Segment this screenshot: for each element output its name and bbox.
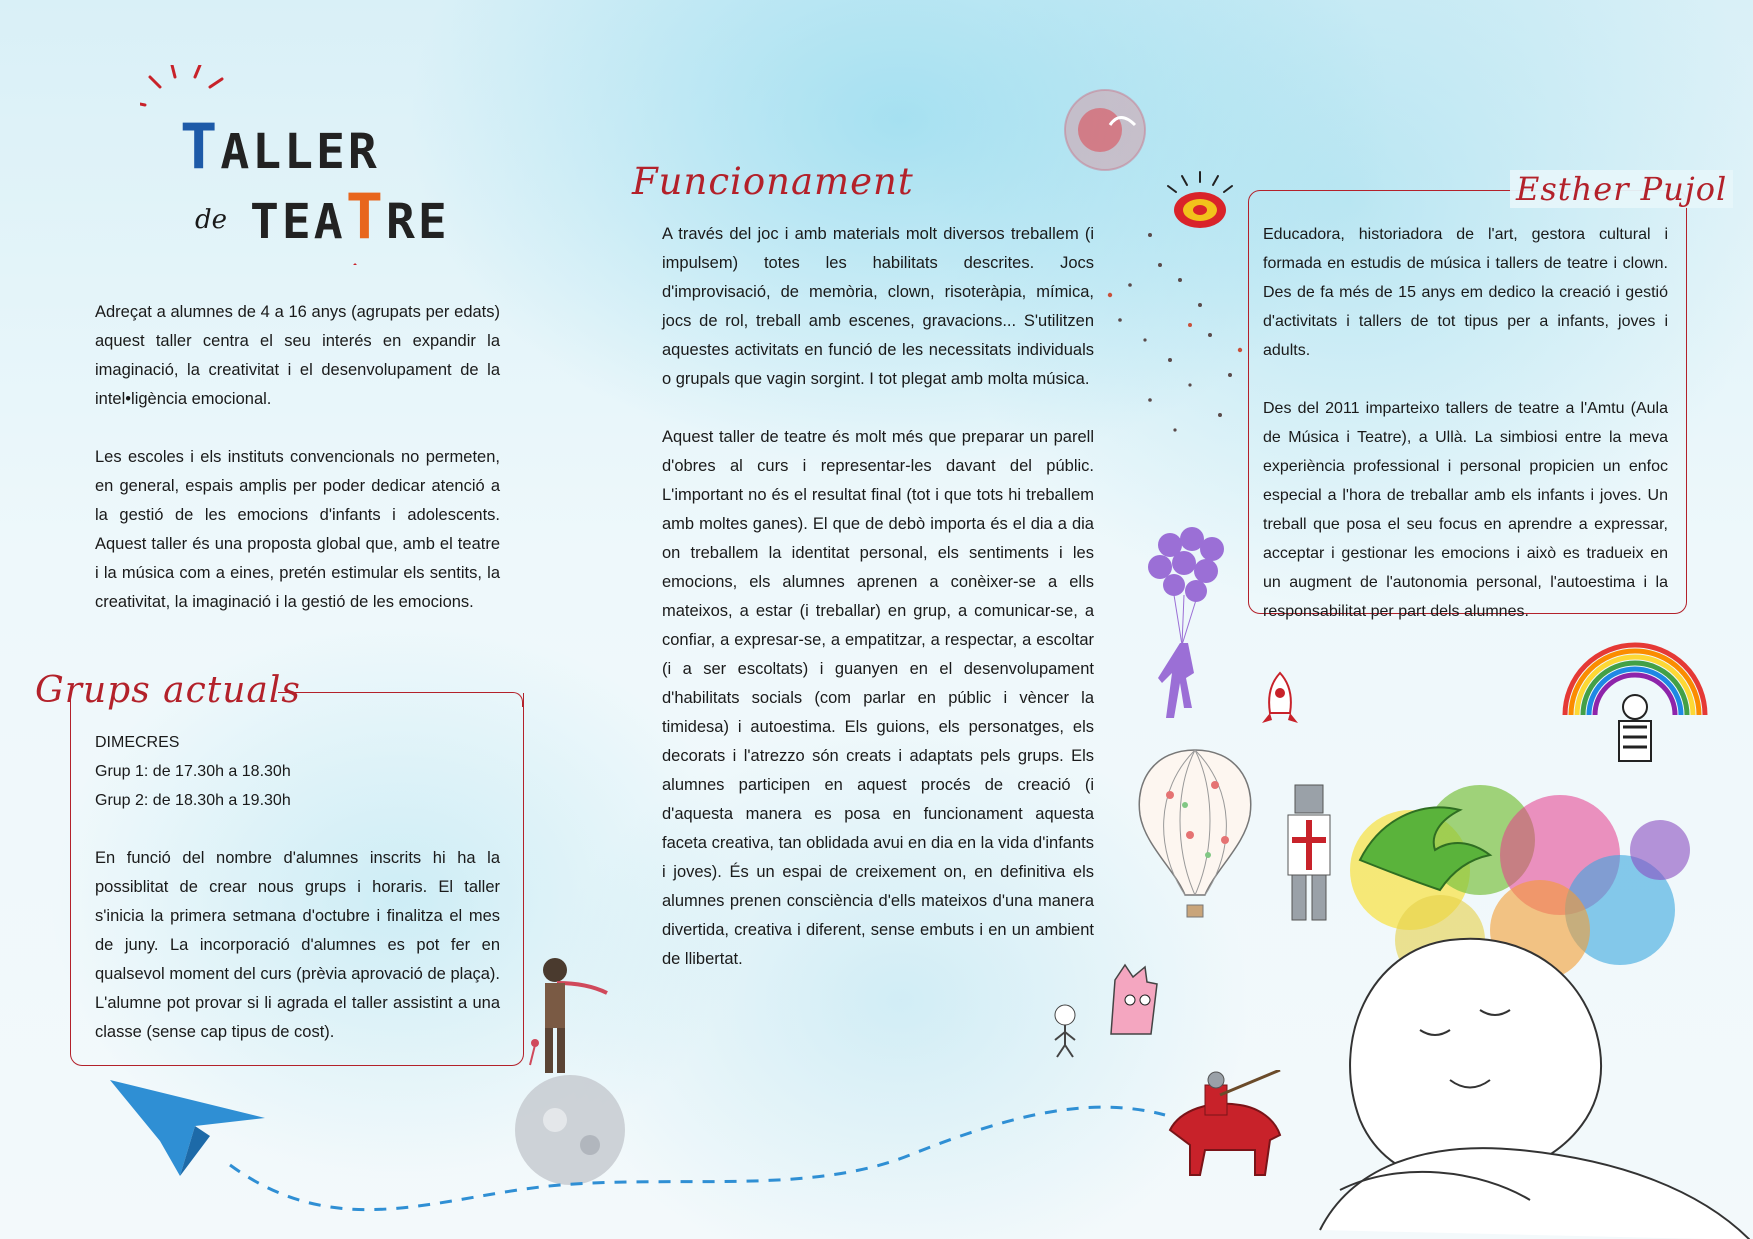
rocket-icon [1250,668,1310,738]
esther-paragraph-2: Des del 2011 imparteixo tallers de teatre a l'Amtu (Aula de Música i Teatre), a Ullà. La simbiosi entre la meva experiència professional i personal propicien un enfoc especial a l'hora de treballar amb els infants i joves. Un treball que posa el seu focus en aprendre a expressar, acceptar i gestionar les emocions i això es tradueix en un augment de l'autonomia personal, l'autoestima i la responsabilitat per part dels alumnes. [1263,400,1668,620]
funcionament-text [662,220,1094,974]
funcionament-heading: Funcionament [632,160,914,203]
balloons-girl-icon [1140,525,1240,745]
grups-group-1: Grup 1: de 17.30h a 18.30h [95,763,291,780]
logo-word-de: de [195,205,228,235]
logo-letter-t-blue: T [180,110,221,183]
taller-de-teatre-logo: T ALLER de TEATRE [140,65,440,265]
intro-paragraph-2: Les escoles i els instituts convencionals no permeten, en general, espais amplis per poder dedicar atenció a la gestió de les emocions d'infants i adolescents. Aquest taller és una proposta global que, amb el teatre i la música com a eines, pretén estimular els sentits, la creativitat, la imaginació i la gestió de les emocions. [95,448,500,611]
monster-child-icon [1030,960,1180,1060]
bubble-heart-icon [1055,85,1165,185]
grups-actuals-heading: Grups actuals [35,670,301,711]
grups-actuals-content [95,728,500,1047]
stars-sparkle-icon [1090,225,1260,455]
logo-letter-t-orange: T [345,180,387,253]
esther-pujol-heading: Esther Pujol [1510,170,1733,208]
knight-horse-icon [1150,1070,1290,1180]
esther-paragraph-1: Educadora, historiadora de l'art, gestora cultural i formada en estudis de música i tallers de teatre i clown. Des de fa més de 15 anys em dedico la creació i gestió d'activitats i tallers de tot tipus per a infants, joves i adults. [1263,226,1668,359]
grups-group-2: Grup 2: de 18.30h a 19.30h [95,792,291,809]
intro-text [95,298,500,617]
grups-note: En funció del nombre d'alumnes inscrits hi ha la possiblitat de crear nous grups i horaris. El taller s'inicia la primera setmana d'octubre i finalitza el mes de juny. La incorporació d'alumnes es pot fer en qualsevol moment del curs (prèvia aprovació de plaça). L'alumne pot provar si li agrada el taller assistint a una classe (sense cap tipus de cost). [95,849,500,1041]
funcionament-paragraph-1: A través del joc i amb materials molt diversos treballem (i impulsem) totes les habilitats descrites. Jocs d'improvisació, de memòria, clown, risoteràpia, mímica, jocs de rol, treball amb escenes, gravacions... S'utilitzen aquestes activitats en funció de les necessitats individuals o grupals que vagin sorgint. I tot plegat amb molta música. [662,225,1094,388]
paper-plane-path [110,1075,1170,1215]
hot-air-balloon-icon [1130,745,1260,925]
funcionament-paragraph-2: Aquest taller de teatre és molt més que preparar un parell d'obres al curs i representar-les davant del públic. L'important no és el resultat final (tot i que tots hi treballem amb moltes ganes). El que de debò importa és el dia a dia on treballem la identitat personal, els sentiments i les emocions, els alumnes aprenen a conèixer-se a ells mateixos, a estar (i treballar) en grup, a comunicar-se, a confiar, a expresar-se, a empatitzar, a respectar, a escoltar (i a ser escoltats) i guanyen en el desenvolupament d'habilitats socials (com parlar en públic i vèncer la timidesa) i autoestima. Els guions, els personatges, els decorats i l'atrezzo són creats i adaptats pels grups. Els alumnes participen en aquest procés de creació (i d'aquesta manera es posa en funcionament aquesta faceta creativa, tan oblidada avui en dia en la vida d'infants i joves). És un espai de creixement on, en definitiva els alumnes prenen consciència d'ells mateixos d'una manera divertida, creativa i diferent, sense embuts i en un ambient de llibertat. [662,428,1094,968]
grups-day: DIMECRES [95,734,180,751]
dragon-icon [1350,780,1500,900]
esther-pujol-text [1263,220,1668,626]
intro-paragraph-1: Adreçat a alumnes de 4 a 16 anys (agrupats per edats) aquest taller centra el seu interés en expandir la imaginació, la creativitat i el desenvolupament de la intel•ligència emocional. [95,303,500,408]
